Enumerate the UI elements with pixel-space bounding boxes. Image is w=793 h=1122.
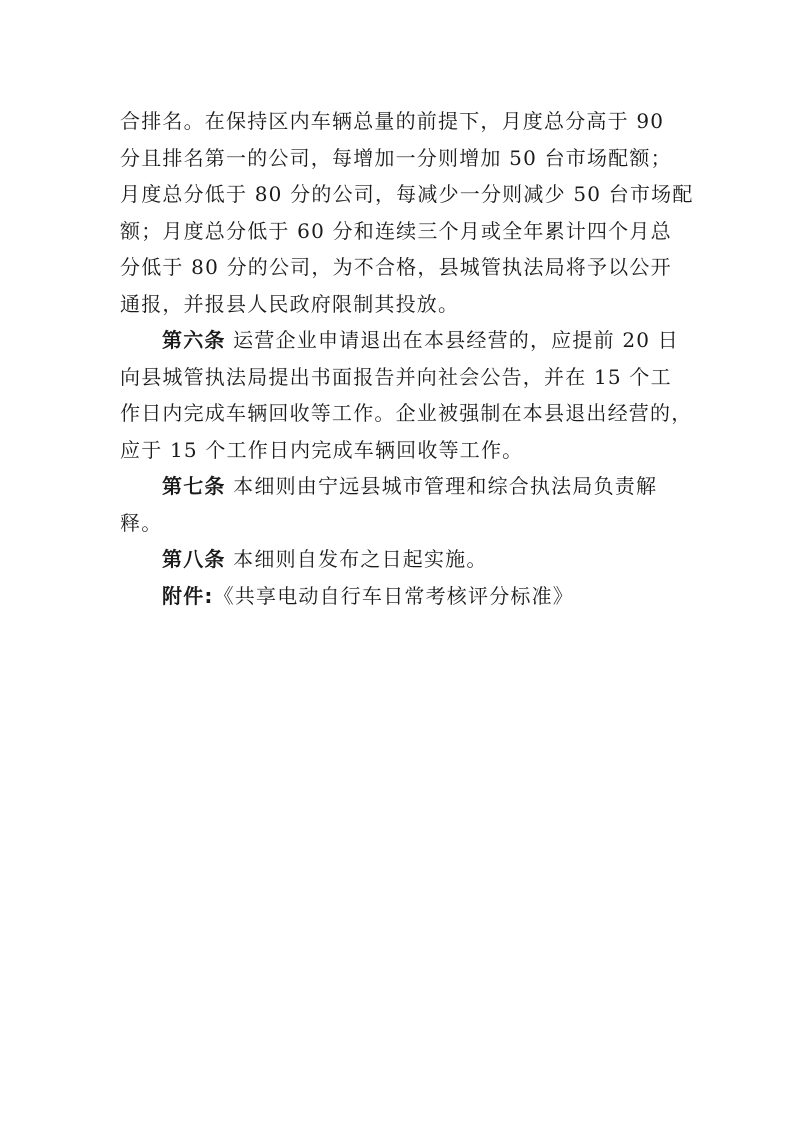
article-6-line: 作日内完成车辆回收等工作。企业被强制在本县退出经营的，	[120, 401, 693, 425]
paragraph-line: 合排名。在保持区内车辆总量的前提下，月度总分高于 90	[120, 109, 665, 133]
attachment-title: 《共享电动自行车日常考核评分标准》	[213, 583, 575, 608]
article-6-heading: 第六条	[162, 328, 226, 352]
article-8-heading: 第八条	[162, 547, 226, 571]
attachment-line	[120, 578, 680, 615]
paragraph-line: 月度总分低于 80 分的公司，每减少一分则减少 50 台市场配	[120, 182, 694, 206]
article-8-text: 本细则自发布之日起实施。	[233, 547, 488, 571]
attachment-label: 附件:	[162, 583, 214, 608]
article-7-first-line	[120, 468, 680, 505]
article-8-line	[120, 541, 680, 578]
article-7-text: 本细则由宁远县城市管理和综合执法局负责解	[233, 474, 658, 498]
article-7-line: 释。	[120, 510, 163, 535]
article-6-text: 运营企业申请退出在本县经营的，应提前 20 日	[233, 328, 679, 352]
paragraph-line: 分低于 80 分的公司，为不合格，县城管执法局将予以公开	[120, 255, 672, 279]
document-body	[120, 103, 694, 614]
article-6-line: 向县城管执法局提出书面报告并向社会公告，并在 15 个工	[120, 364, 672, 389]
article-6-first-line	[120, 322, 680, 359]
paragraph-line: 额；月度总分低于 60 分和连续三个月或全年累计四个月总	[120, 218, 672, 243]
article-6-line: 应于 15 个工作日内完成车辆回收等工作。	[120, 437, 524, 462]
paragraph-line: 通报，并报县人民政府限制其投放。	[120, 291, 460, 316]
paragraph-line: 分且排名第一的公司，每增加一分则增加 50 台市场配额；	[120, 145, 672, 170]
article-7-heading: 第七条	[162, 474, 226, 498]
